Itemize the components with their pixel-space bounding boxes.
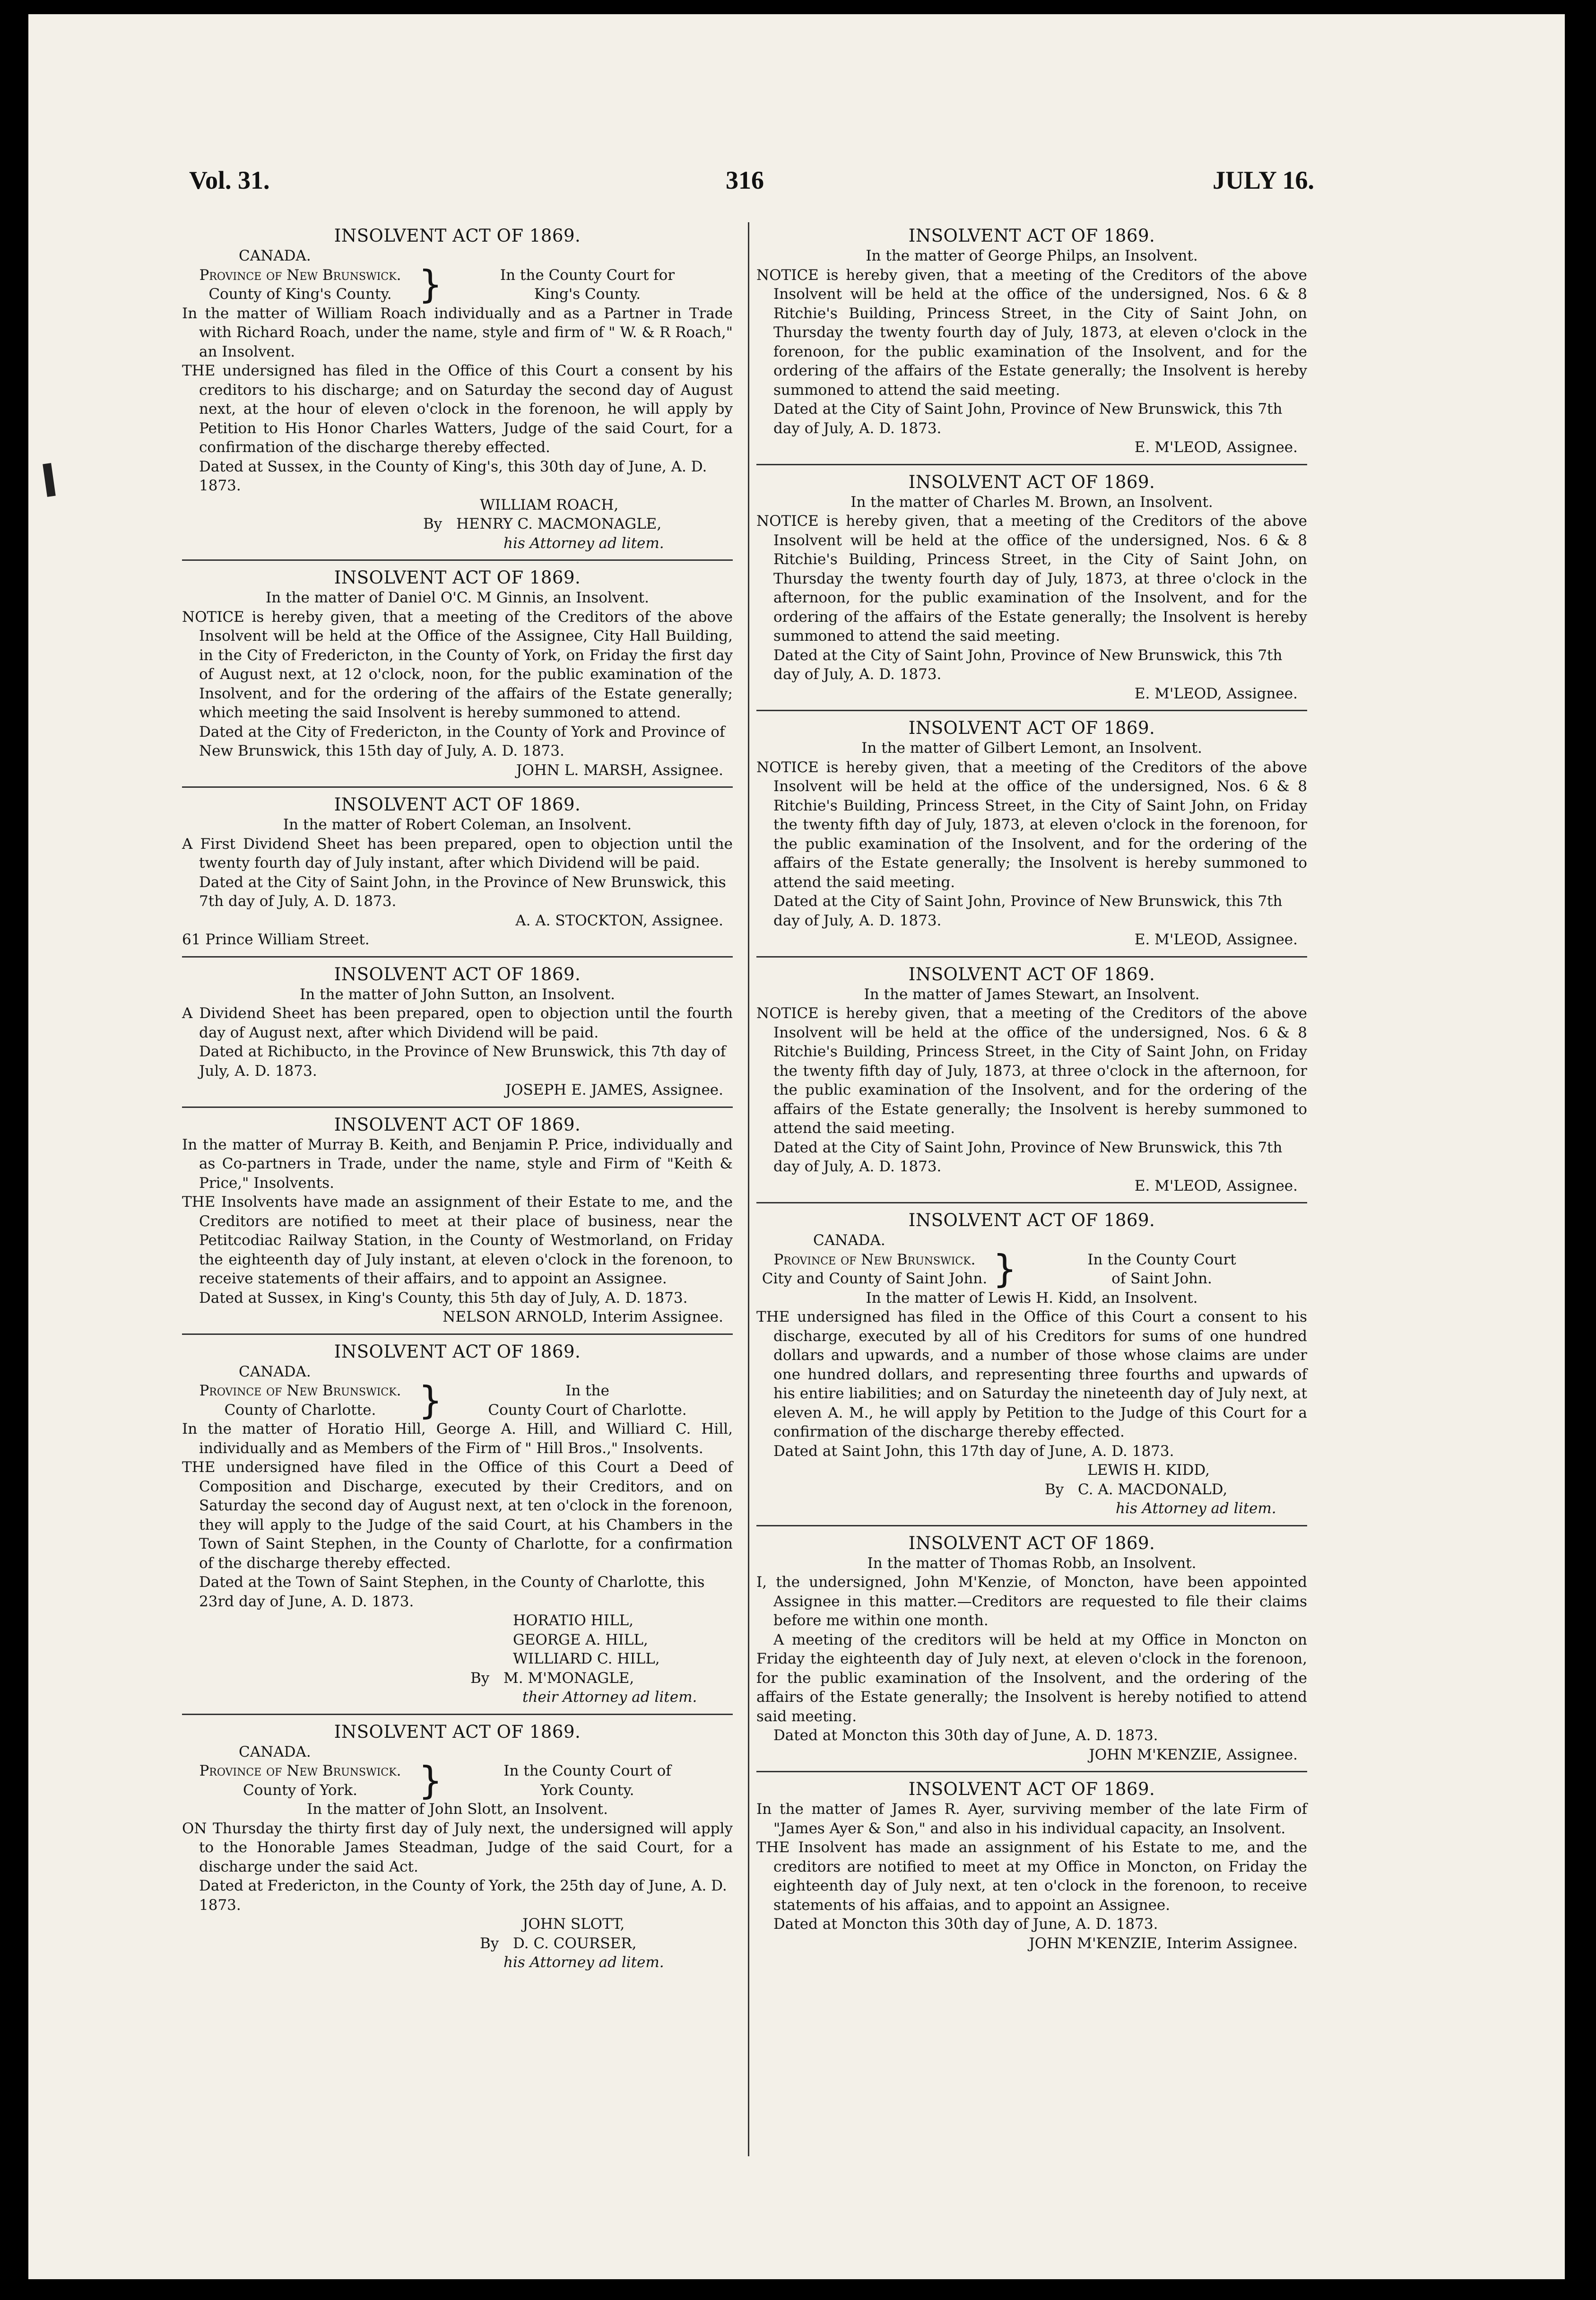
- notice-signature: JOHN L. MARSH, Assignee.: [516, 761, 723, 779]
- jurisdiction: [182, 1378, 733, 1422]
- notice-dated: Dated at Richibucto, in the Province of New Brunswick, this 7th day of July, A. D. 1873.: [199, 1043, 726, 1080]
- jurisdiction: [756, 1247, 1307, 1291]
- notice-matter: In the matter of Horatio Hill, George A. Hill, and Williard C. Hill, individually and as Members of the Firm of " Hill Bros.," Insolvents.: [182, 1420, 733, 1457]
- notice-signature: E. M'LEOD, Assignee.: [1134, 685, 1298, 702]
- notice-body: NOTICE is hereby given, that a meeting of the Creditors of the above Insolvent will be held at the office of the undersigned, Nos. 6 & 8 Ritchie's Building, Princess Street, in the City of Saint John, on Thursday the twenty fourth day of July, 1873, at three o'clock in the afternoon, for the public examination of the Insolvent, and for the ordering of the affairs of the Estate generally; the Insolvent is hereby summoned to attend the said meeting.: [756, 513, 1307, 645]
- notice-title: INSOLVENT ACT OF 1869.: [334, 1341, 581, 1362]
- by-label: By: [480, 1934, 499, 1952]
- notice-body: THE Insolvents have made an assignment of their Estate to me, and the Creditors are notified to meet at their place of business, near the Petitcodiac Railway Station, in the County of Westmorland, on Friday the eighteenth day of July instant, at eleven o'clock in the forenoon, to receive statements of their affairs, and to appoint an Assignee.: [182, 1194, 733, 1287]
- notice-body: THE Insolvent has made an assignment of his Estate to me, and the creditors are notified to meet at my Office in Moncton, on Friday the eighteenth day of July next, at ten o'clock in the forenoon, to receive statements of his affaias, and to appoint an Assignee.: [756, 1839, 1307, 1914]
- notice-title: INSOLVENT ACT OF 1869.: [908, 718, 1155, 738]
- notice-matter: In the matter of Lewis H. Kidd, an Insolvent.: [866, 1289, 1198, 1307]
- province-line: Province of New Brunswick.: [199, 1382, 401, 1399]
- court-line: In the County Court for: [500, 266, 675, 284]
- province-line: Province of New Brunswick.: [199, 1762, 401, 1779]
- notice-sutton: [182, 963, 733, 1108]
- notice-signature: E. M'LEOD, Assignee.: [1134, 439, 1298, 456]
- county-line: City and County of Saint John.: [762, 1270, 988, 1287]
- signature-name: JOHN SLOTT,: [522, 1916, 625, 1933]
- notice-philps: [756, 225, 1307, 465]
- attorney-role: their Attorney ad litem.: [522, 1689, 697, 1706]
- column-rule: [748, 222, 749, 2156]
- notice-signature: JOHN M'KENZIE, Interim Assignee.: [1029, 1934, 1298, 1952]
- right-column: [756, 225, 1307, 1965]
- signature-block: [182, 496, 733, 553]
- signature-block: [756, 1461, 1307, 1518]
- notice-title: INSOLVENT ACT OF 1869.: [334, 794, 581, 815]
- county-line: County of Charlotte.: [224, 1401, 376, 1419]
- page-number: 316: [726, 166, 764, 194]
- notice-stewart: [756, 963, 1307, 1204]
- notice-dated: Dated at the City of Saint John, Province of New Brunswick, this 7th day of July, A. D. 1873.: [773, 893, 1283, 929]
- notice-matter: In the matter of Murray B. Keith, and Benjamin P. Price, individually and as Co-partners in Trade, under the name, style and Firm of "Keith & Price," Insolvents.: [182, 1136, 733, 1192]
- left-column: [182, 225, 733, 1985]
- notice-signature: E. M'LEOD, Assignee.: [1134, 1177, 1298, 1194]
- brace-icon: }: [418, 1758, 442, 1803]
- signature-name: WILLIARD C. HILL,: [513, 1650, 660, 1667]
- signature-name: WILLIAM ROACH,: [480, 496, 619, 514]
- by-label: By: [1045, 1481, 1064, 1498]
- notice-matter: In the matter of John Slott, an Insolvent.: [307, 1801, 608, 1818]
- canada-label: CANADA.: [239, 247, 311, 264]
- brace-icon: }: [418, 1378, 442, 1422]
- attorney-role: his Attorney ad litem.: [503, 534, 664, 552]
- notice-title: INSOLVENT ACT OF 1869.: [334, 964, 581, 984]
- court-line: In the: [565, 1382, 609, 1399]
- issue-date: JULY 16.: [1212, 166, 1314, 194]
- signature-name: GEORGE A. HILL,: [513, 1631, 648, 1648]
- notice-kidd: [756, 1209, 1307, 1526]
- attorney-name: M. M'MONAGLE,: [503, 1669, 634, 1687]
- court-county-line: of Saint John.: [1111, 1270, 1212, 1287]
- notice-signature: JOHN M'KENZIE, Assignee.: [1089, 1746, 1298, 1763]
- notice-signature: NELSON ARNOLD, Interim Assignee.: [442, 1308, 723, 1325]
- notice-dated: Dated at the City of Saint John, in the Province of New Brunswick, this 7th day of July, A. D. 1873.: [199, 873, 726, 910]
- court-county-line: York County.: [540, 1781, 634, 1799]
- notice-body: A First Dividend Sheet has been prepared, open to objection until the twenty fourth day of July instant, after which Dividend will be paid.: [182, 835, 733, 871]
- notice-body: THE undersigned has filed in the Office of this Court a consent by his creditors to his discharge; and on Saturday the second day of August next, at the hour of eleven o'clock in the forenoon, he will apply by Petition to His Honor Charles Watters, Judge of the said Court, for a confirmation of the discharge thereby effected.: [182, 362, 733, 456]
- notice-dated: Dated at the City of Fredericton, in the County of York and Province of New Brunswick, this 15th day of July, A. D. 1873.: [199, 723, 725, 759]
- canada-label: CANADA.: [239, 1743, 311, 1760]
- attorney-name: C. A. MACDONALD,: [1078, 1481, 1228, 1498]
- notice-body: ON Thursday the thirty first day of July next, the undersigned will apply to the Honorable James Steadman, Judge of the said Court, for a discharge under the said Act.: [182, 1820, 733, 1875]
- court-county-line: King's County.: [534, 286, 641, 303]
- notice-title: INSOLVENT ACT OF 1869.: [334, 1721, 581, 1742]
- notice-matter: In the matter of James Stewart, an Insolvent.: [864, 985, 1200, 1003]
- notice-signature: A. A. STOCKTON, Assignee.: [515, 912, 723, 929]
- notice-dated: Dated at Moncton this 30th day of June, A. D. 1873.: [773, 1916, 1158, 1933]
- notice-body-meeting: A meeting of the creditors will be held at my Office in Moncton on Friday the eighteenth day of July next, at eleven o'clock in the forenoon, for the public examination of the Insolvent, and the ordering of the affairs of the Estate generally; the Insolvent is hereby notified to attend said meeting.: [756, 1631, 1307, 1725]
- notice-ayer: [756, 1778, 1307, 1960]
- signature-name: LEWIS H. KIDD,: [1087, 1462, 1210, 1479]
- notice-title: INSOLVENT ACT OF 1869.: [908, 471, 1155, 492]
- notice-matter: In the matter of John Sutton, an Insolvent.: [300, 985, 615, 1003]
- notice-title: INSOLVENT ACT OF 1869.: [334, 567, 581, 588]
- notice-dated: Dated at Sussex, in King's County, this 5th day of July, A. D. 1873.: [199, 1289, 688, 1307]
- notice-title: INSOLVENT ACT OF 1869.: [334, 226, 581, 246]
- notice-title: INSOLVENT ACT OF 1869.: [908, 226, 1155, 246]
- notice-address: 61 Prince William Street.: [182, 931, 370, 948]
- notice-dated: Dated at Sussex, in the County of King's, this 30th day of June, A. D. 1873.: [199, 458, 707, 494]
- notice-dated: Dated at the City of Saint John, Province of New Brunswick, this 7th day of July, A. D. 1873.: [773, 1139, 1283, 1175]
- notice-matter: In the matter of Thomas Robb, an Insolvent.: [867, 1554, 1197, 1572]
- court-line: In the County Court of: [503, 1762, 671, 1779]
- notice-dated: Dated at the City of Saint John, Province of New Brunswick, this 7th day of July, A. D. 1873.: [773, 646, 1283, 683]
- province-line: Province of New Brunswick.: [773, 1251, 976, 1268]
- notice-slott: [182, 1721, 733, 1979]
- by-label: By: [423, 515, 442, 532]
- notice-body: THE undersigned have filed in the Office of this Court a Deed of Composition and Discharge, executed by their Creditors, and on Saturday the second day of August next, at ten o'clock in the forenoon, they will apply to the Judge of the said Court, at his Chambers in the Town of Saint Stephen, in the County of Charlotte, for a confirmation of the discharge thereby effected.: [182, 1459, 733, 1572]
- attorney-name: D. C. COURSER,: [513, 1934, 637, 1952]
- notice-title: INSOLVENT ACT OF 1869.: [908, 964, 1155, 984]
- signature-block: [182, 1611, 733, 1707]
- notice-matter: In the matter of George Philps, an Insolvent.: [866, 247, 1198, 264]
- notice-dated: Dated at Moncton this 30th day of June, A. D. 1873.: [773, 1727, 1158, 1744]
- attorney-name: HENRY C. MACMONAGLE,: [456, 515, 662, 532]
- notice-matter: In the matter of Gilbert Lemont, an Insolvent.: [861, 740, 1202, 757]
- attorney-role: his Attorney ad litem.: [503, 1954, 664, 1971]
- notice-matter: In the matter of Charles M. Brown, an Insolvent.: [850, 493, 1213, 511]
- notice-matter: In the matter of James R. Ayer, surviving member of the late Firm of "James Ayer & Son," and also in his individual capacity, an Insolvent.: [756, 1801, 1307, 1837]
- notice-dated: Dated at the City of Saint John, Province of New Brunswick, this 7th day of July, A. D. 1873.: [773, 401, 1283, 437]
- brace-icon: }: [993, 1247, 1017, 1291]
- notice-matter: In the matter of Robert Coleman, an Insolvent.: [283, 816, 632, 833]
- court-line: In the County Court: [1087, 1251, 1236, 1268]
- notice-robb: [756, 1532, 1307, 1773]
- signature-name: HORATIO HILL,: [513, 1612, 633, 1629]
- notice-title: INSOLVENT ACT OF 1869.: [908, 1779, 1155, 1799]
- signature-block: [182, 1915, 733, 1972]
- notice-body: NOTICE is hereby given, that a meeting of the Creditors of the above Insolvent will be held at the Office of the Assignee, City Hall Building, in the City of Fredericton, in the County of York, on Friday the first day of August next, at 12 o'clock, noon, for the public examination of the Insolvent, and for the ordering of the affairs of the Estate generally; which meeting the said Insolvent is hereby summoned to attend.: [182, 608, 733, 721]
- notice-signature: E. M'LEOD, Assignee.: [1134, 931, 1298, 948]
- notice-title: INSOLVENT ACT OF 1869.: [908, 1533, 1155, 1553]
- notice-roach: [182, 225, 733, 561]
- county-line: County of King's County.: [208, 286, 392, 303]
- notice-body: NOTICE is hereby given, that a meeting of the Creditors of the above Insolvent will be held at the office of the undersigned, Nos. 6 & 8 Ritchie's Building, Princess Street, in the City of Saint John, on Friday the twenty fifth day of July, 1873, at three o'clock in the afternoon, for the public examination of the Insolvent, and for the ordering of the affairs of the Estate generally; the Insolvent is hereby summoned to attend the said meeting.: [756, 1005, 1307, 1137]
- notice-body: I, the undersigned, John M'Kenzie, of Moncton, have been appointed Assignee in this matter.—Creditors are requested to file their claims before me within one month.: [756, 1574, 1307, 1629]
- county-line: County of York.: [243, 1781, 358, 1799]
- notice-body: NOTICE is hereby given, that a meeting of the Creditors of the above Insolvent will be held at the office of the undersigned, Nos. 6 & 8 Ritchie's Building, Princess Street, in the City of Saint John, on Friday the twenty fifth day of July, 1873, at eleven o'clock in the forenoon, for the public examination of the Insolvent, and for the ordering of the affairs of the Estate generally; the Insolvent is hereby summoned to attend the said meeting.: [756, 758, 1307, 891]
- jurisdiction: [182, 1758, 733, 1803]
- attorney-role: his Attorney ad litem.: [1116, 1500, 1276, 1517]
- notice-signature: JOSEPH E. JAMES, Assignee.: [505, 1081, 723, 1098]
- notice-title: INSOLVENT ACT OF 1869.: [908, 1210, 1155, 1230]
- notice-matter: In the matter of Daniel O'C. M Ginnis, an Insolvent.: [266, 589, 649, 606]
- notice-dated: Dated at Fredericton, in the County of York, the 25th day of June, A. D. 1873.: [199, 1877, 727, 1914]
- volume-label: Vol. 31.: [189, 166, 270, 194]
- province-line: Province of New Brunswick.: [199, 266, 401, 284]
- notice-mginnis: [182, 566, 733, 788]
- notice-body: A Dividend Sheet has been prepared, open to objection until the fourth day of August next, after which Dividend will be paid.: [182, 1005, 733, 1041]
- jurisdiction: [182, 262, 733, 306]
- notice-dated: Dated at Saint John, this 17th day of June, A. D. 1873.: [773, 1442, 1174, 1460]
- notice-lemont: [756, 717, 1307, 958]
- notice-hill: [182, 1341, 733, 1715]
- notice-keith-price: [182, 1114, 733, 1335]
- notice-matter: In the matter of William Roach individually and as a Partner in Trade with Richard Roach, under the name, style and firm of " W. & R Roach," an Insolvent.: [182, 305, 733, 360]
- notice-title: INSOLVENT ACT OF 1869.: [334, 1114, 581, 1135]
- notice-coleman: [182, 793, 733, 958]
- canada-label: CANADA.: [239, 1363, 311, 1380]
- notice-body: THE undersigned has filed in the Office of this Court a consent to his discharge, executed by all of his Creditors for sums of one hundred dollars and upwards, and a number of those whose claims are under one hundred dollars, and representing three fourths and upwards of his entire liabilities; and on Saturday the nineteenth day of July next, at eleven A. M., he will apply by Petition to the Judge of this Court for a confirmation of the discharge thereby effected.: [756, 1308, 1307, 1440]
- notice-body: NOTICE is hereby given, that a meeting of the Creditors of the above Insolvent will be held at the office of the undersigned, Nos. 6 & 8 Ritchie's Building, Princess Street, in the City of Saint John, on Thursday the twenty fourth day of July, 1873, at eleven o'clock in the forenoon, for the public examination of the Insolvent, and for the ordering of the affairs of the Estate generally; the Insolvent is hereby summoned to attend the said meeting.: [756, 266, 1307, 399]
- notice-dated: Dated at the Town of Saint Stephen, in the County of Charlotte, this 23rd day of June, A. D. 1873.: [199, 1574, 705, 1610]
- court-county-line: County Court of Charlotte.: [488, 1401, 687, 1419]
- canada-label: CANADA.: [813, 1232, 885, 1249]
- brace-icon: }: [418, 262, 442, 306]
- page-header: [189, 166, 1314, 199]
- by-label: By: [470, 1669, 490, 1687]
- notice-brown: [756, 471, 1307, 712]
